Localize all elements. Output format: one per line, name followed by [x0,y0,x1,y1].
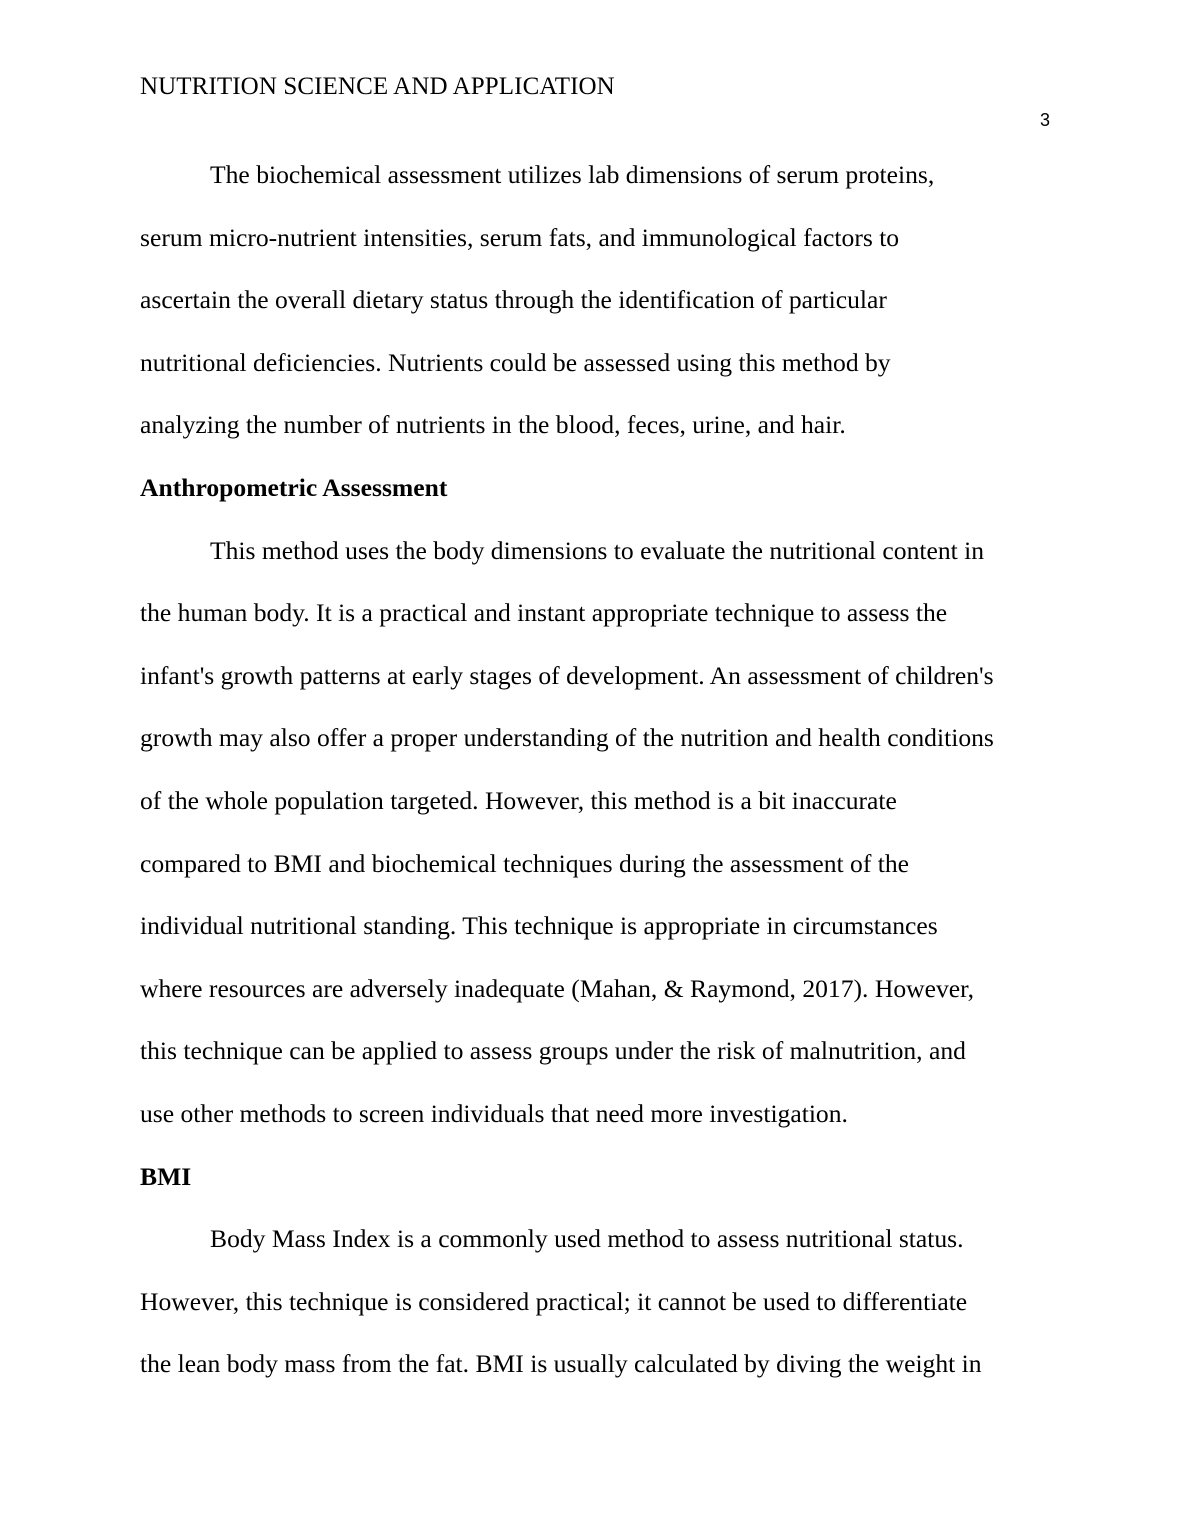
paragraph-bmi [140,1208,1052,1396]
paragraph-line: compared to BMI and biochemical techniques during the assessment of the [140,848,910,878]
paragraph-line: where resources are adversely inadequate (Mahan, & Raymond, 2017). However, [140,973,975,1003]
document-body [140,144,1052,1396]
paragraph-anthropometric [140,520,1052,1146]
section-heading-anthropometric: Anthropometric Assessment [140,472,448,502]
page-number: 3 [1039,110,1050,130]
paragraph-biochemical [140,144,1052,457]
paragraph-line: growth may also offer a proper understanding of the nutrition and health conditions [140,723,994,753]
paragraph-line: However, this technique is considered practical; it cannot be used to differentiate [140,1286,968,1316]
paragraph-line: ascertain the overall dietary status through the identification of particular [140,285,887,315]
paragraph-line: the human body. It is a practical and instant appropriate technique to assess the [140,598,948,628]
paragraph-line: individual nutritional standing. This technique is appropriate in circumstances [140,911,938,941]
paragraph-line: The biochemical assessment utilizes lab dimensions of serum proteins, [210,160,935,189]
paragraph-line: serum micro-nutrient intensities, serum fats, and immunological factors to [140,222,900,252]
paragraph-line: use other methods to screen individuals that need more investigation. [140,1098,848,1128]
paragraph-line: this technique can be applied to assess groups under the risk of malnutrition, and [140,1036,966,1066]
paragraph-line: infant's growth patterns at early stages of development. An assessment of children's [140,660,994,690]
paragraph-line: nutritional deficiencies. Nutrients could be assessed using this method by [140,347,891,377]
paragraph-line: This method uses the body dimensions to evaluate the nutritional content in [210,535,985,565]
paragraph-line: Body Mass Index is a commonly used method to assess nutritional status. [210,1224,964,1254]
section-heading-bmi: BMI [140,1161,192,1191]
paragraph-line: the lean body mass from the fat. BMI is usually calculated by diving the weight in [140,1349,982,1379]
paragraph-line: analyzing the number of nutrients in the blood, feces, urine, and hair. [140,410,846,440]
running-head: NUTRITION SCIENCE AND APPLICATION [140,73,615,100]
paragraph-line: of the whole population targeted. However, this method is a bit inaccurate [140,785,897,815]
